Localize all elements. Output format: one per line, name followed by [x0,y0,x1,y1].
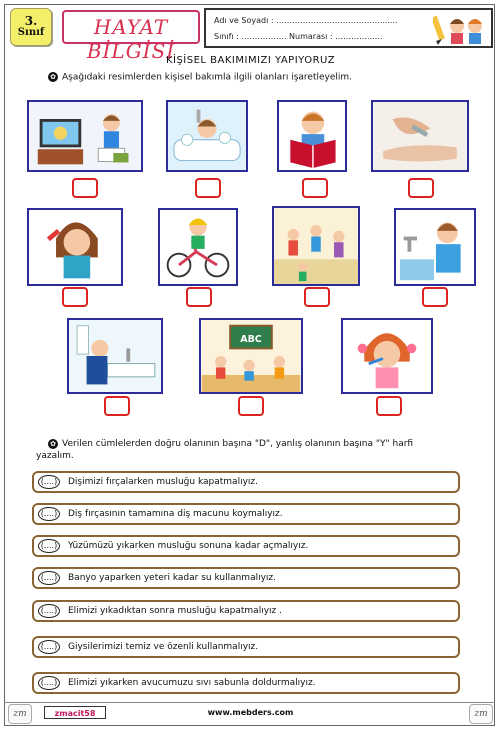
face-washing-icon [69,320,161,392]
statement-text-2: Diş fırçasının tamamına diş macunu koymalıyız. [68,509,283,519]
grade-number: 3. [24,14,38,28]
answer-blank-1[interactable]: (....) [38,475,60,489]
checkbox-1[interactable] [72,178,98,198]
author-badge: zmacit58 [44,706,106,719]
answer-blank-5[interactable]: (....) [38,604,60,618]
statement-2 [32,503,460,525]
zm-logo-right: zm [469,704,493,724]
statement-4 [32,567,460,589]
answer-blank-6[interactable]: (....) [38,640,60,654]
instruction-statements-text: Verilen cümlelerden doğru olanının başına "D", yanlış olanının başına "Y" harfi [62,439,414,449]
grade-badge [10,8,52,46]
picture-card-3 [277,100,347,172]
checkbox-3[interactable] [302,178,328,198]
checkbox-11[interactable] [376,396,402,416]
svg-text:ABC: ABC [240,333,262,345]
statement-1 [32,471,460,493]
statement-text-5: Elimizi yıkadıktan sonra musluğu kapatmalıyız . [68,606,282,616]
statement-text-7: Elimizi yıkarken avucumuzu sıvı sabunla doldurmalıyız. [68,678,316,688]
statement-5 [32,600,460,622]
hand-washing-boy-icon [396,210,474,284]
picture-card-6 [158,208,238,286]
instruction-statements [48,436,468,452]
instruction-statements-cont: yazalım. [36,451,74,461]
checkbox-4[interactable] [408,178,434,198]
gear-bullet-icon: ✿ [48,72,58,82]
playing-children-icon [274,208,358,284]
classroom-icon [201,320,301,392]
worksheet-title: KİŞİSEL BAKIMIMIZI YAPIYORUZ [165,55,336,66]
reading-boy-icon [279,102,345,170]
answer-blank-4[interactable]: (....) [38,571,60,585]
answer-blank-7[interactable]: (....) [38,676,60,690]
statement-7 [32,672,460,694]
checkbox-9[interactable] [104,396,130,416]
checkbox-7[interactable] [304,287,330,307]
tv-watching-boy-icon [29,102,141,170]
picture-card-8 [394,208,476,286]
subject-title: HAYAT BİLGİSİ [86,15,176,63]
picture-card-10 [199,318,303,394]
checkbox-10[interactable] [238,396,264,416]
subject-banner [62,10,200,63]
class-number-field[interactable]: Sınıfı : …………….. Numarası : …………...... [214,32,383,41]
website-link[interactable]: www.mebders.com [207,708,294,717]
grade-label: Sınıf [17,27,45,38]
bathing-child-icon [168,102,246,170]
pencil-kids-icon [433,12,487,46]
picture-card-4 [371,100,469,172]
answer-blank-2[interactable]: (....) [38,507,60,521]
checkbox-6[interactable] [186,287,212,307]
checkbox-2[interactable] [195,178,221,198]
gear-bullet-icon: ✿ [48,439,58,449]
picture-card-9 [67,318,163,394]
student-info-box [204,8,493,48]
picture-card-1 [27,100,143,172]
answer-blank-3[interactable]: (....) [38,539,60,553]
statement-text-3: Yüzümüzü yıkarken musluğu sonuna kadar açmalıyız. [68,541,309,551]
picture-card-2 [166,100,248,172]
zm-logo-left: zm [8,704,32,724]
picture-card-11 [341,318,433,394]
statement-6 [32,636,460,658]
checkbox-8[interactable] [422,287,448,307]
hair-combing-girl-icon [29,210,121,284]
statement-3 [32,535,460,557]
checkbox-5[interactable] [62,287,88,307]
cycling-boy-icon [160,210,236,284]
statement-text-1: Dişimizi fırçalarken musluğu kapatmalıyız. [68,477,258,487]
statement-text-4: Banyo yaparken yeteri kadar su kullanmalıyız. [68,573,277,583]
picture-card-7 [272,206,360,286]
picture-card-5 [27,208,123,286]
nail-clipping-icon [373,102,467,170]
tooth-brushing-girl-icon [343,320,431,392]
instruction-pictures [48,72,352,83]
name-field[interactable]: Adı ve Soyadı : ……………………………….......... [214,16,398,25]
statement-text-6: Giysilerimizi temiz ve özenli kullanmalıyız. [68,642,259,652]
instruction-pictures-text: Aşağıdaki resimlerden kişisel bakımla ilgili olanları işaretleyelim. [62,72,353,83]
